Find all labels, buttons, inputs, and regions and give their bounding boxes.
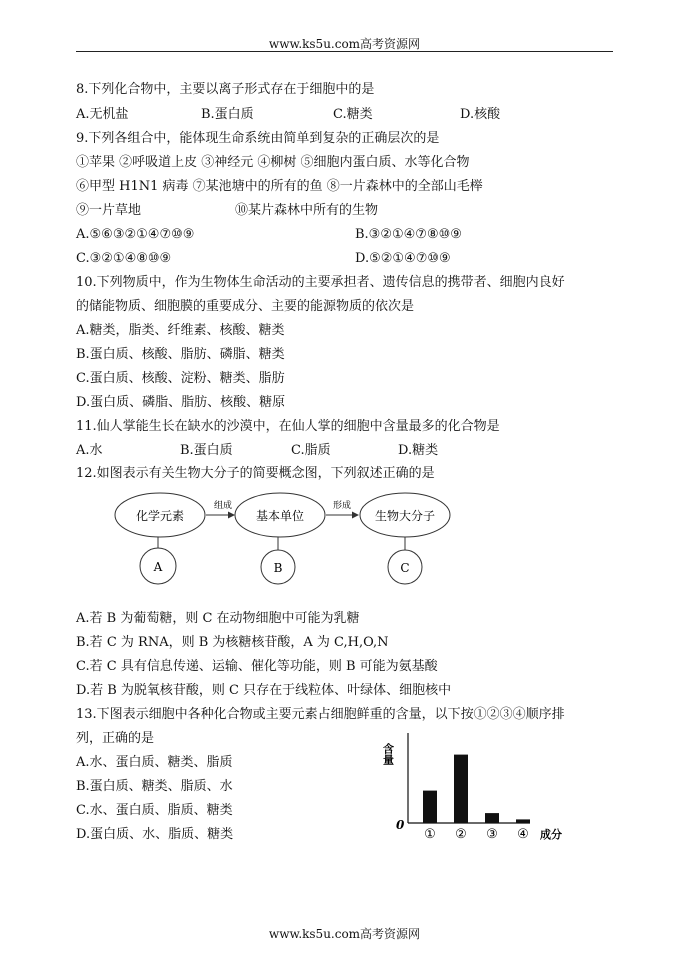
q9-items-line1: ①苹果 ②呼吸道上皮 ③神经元 ④柳树 ⑤细胞内蛋白质、水等化合物 bbox=[76, 155, 470, 170]
q13-option-b: B.蛋白质、糖类、脂质、水 bbox=[76, 779, 233, 794]
q10-option-b: B.蛋白质、核酸、脂肪、磷脂、糖类 bbox=[76, 347, 285, 362]
y-axis-label: 含量 bbox=[381, 743, 395, 765]
node-macromolecule-label: 生物大分子 bbox=[374, 509, 436, 523]
q9-stem: 9.下列各组合中，能体现生命系统由简单到复杂的正确层次的是 bbox=[76, 131, 440, 146]
q10-option-a: A.糖类，脂类、纤维素、核酸、糖类 bbox=[76, 323, 285, 338]
bar-4 bbox=[516, 819, 530, 823]
q13-stem-line1: 13.下图表示细胞中各种化合物或主要元素占细胞鲜重的含量，以下按①②③④顺序排 bbox=[76, 707, 565, 722]
q8-option-d: D.核酸 bbox=[460, 107, 501, 122]
q12-option-d: D.若 B 为脱氧核苷酸，则 C 只存在于线粒体、叶绿体、细胞核中 bbox=[76, 683, 452, 698]
circle-a-label: A bbox=[153, 560, 163, 574]
q12-option-b: B.若 C 为 RNA，则 B 为核糖核苷酸，A 为 C,H,O,N bbox=[76, 635, 389, 650]
q12-option-a: A.若 B 为葡萄糖，则 C 在动物细胞中可能为乳糖 bbox=[76, 611, 360, 626]
q13-option-a: A.水、蛋白质、糖类、脂质 bbox=[76, 755, 233, 770]
bar-3 bbox=[485, 813, 499, 823]
q8-option-a: A.无机盐 bbox=[76, 107, 129, 122]
circle-c-label: C bbox=[400, 561, 410, 575]
q13-option-c: C.水、蛋白质、脂质、糖类 bbox=[76, 803, 233, 818]
q9-option-c: C.③②①④⑧⑩⑨ bbox=[76, 251, 172, 266]
x-tick-label-1: ① bbox=[424, 827, 436, 842]
x-tick-label-4: ④ bbox=[517, 827, 529, 842]
q8-option-b: B.蛋白质 bbox=[201, 107, 254, 122]
q10-stem-line2: 的储能物质、细胞膜的重要成分、主要的能源物质的依次是 bbox=[76, 299, 415, 314]
q11-stem: 11.仙人掌能生长在缺水的沙漠中，在仙人掌的细胞中含量最多的化合物是 bbox=[76, 419, 500, 434]
q11-option-b: B.蛋白质 bbox=[180, 443, 233, 458]
composition-bar-chart bbox=[380, 725, 580, 850]
bar-1 bbox=[423, 791, 437, 823]
node-basic-unit-label: 基本单位 bbox=[255, 509, 305, 523]
arrow-compose-label: 组成 bbox=[213, 501, 233, 511]
x-tick-label-2: ② bbox=[455, 827, 467, 842]
q9-items-line3a: ⑨一片草地 bbox=[76, 203, 142, 218]
q9-option-a: A.⑤⑥③②①④⑦⑩⑨ bbox=[76, 227, 195, 242]
q10-stem-line1: 10.下列物质中，作为生物体生命活动的主要承担者、遗传信息的携带者、细胞内良好 bbox=[76, 275, 565, 290]
x-tick-label-3: ③ bbox=[486, 827, 498, 842]
q10-option-c: C.蛋白质、核酸、淀粉、糖类、脂肪 bbox=[76, 371, 285, 386]
q9-option-b: B.③②①④⑦⑧⑩⑨ bbox=[355, 227, 462, 242]
circle-b-label: B bbox=[273, 561, 283, 575]
bar-2 bbox=[454, 755, 468, 823]
header-divider bbox=[76, 51, 613, 52]
q11-option-c: C.脂质 bbox=[291, 443, 331, 458]
page-footer: www.ks5u.com高考资源网 bbox=[268, 927, 421, 941]
arrow-form-label: 形成 bbox=[332, 501, 352, 511]
q8-stem: 8.下列化合物中，主要以离子形式存在于细胞中的是 bbox=[76, 82, 375, 97]
q9-items-line3b: ⑩某片森林中所有的生物 bbox=[235, 203, 379, 218]
concept-map-diagram bbox=[110, 490, 490, 590]
q9-items-line2: ⑥甲型 H1N1 病毒 ⑦某池塘中的所有的鱼 ⑧一片森林中的全部山毛榉 bbox=[76, 179, 483, 194]
q12-stem: 12.如图表示有关生物大分子的简要概念图，下列叙述正确的是 bbox=[76, 466, 435, 481]
x-axis-label: 成分 bbox=[540, 828, 562, 841]
q8-option-c: C.糖类 bbox=[333, 107, 373, 122]
q13-option-d: D.蛋白质、水、脂质、糖类 bbox=[76, 827, 234, 842]
origin-label: 0 bbox=[396, 818, 405, 832]
q11-option-a: A.水 bbox=[76, 443, 103, 458]
q13-stem-line2: 列，正确的是 bbox=[76, 731, 155, 746]
q12-option-c: C.若 C 具有信息传递、运输、催化等功能，则 B 可能为氨基酸 bbox=[76, 659, 438, 674]
q11-option-d: D.糖类 bbox=[398, 443, 439, 458]
page-header: www.ks5u.com高考资源网 bbox=[268, 37, 421, 51]
q9-option-d: D.⑤②①④⑦⑩⑨ bbox=[355, 251, 451, 266]
node-chemical-elements-label: 化学元素 bbox=[135, 509, 185, 523]
q10-option-d: D.蛋白质、磷脂、脂肪、核酸、糖原 bbox=[76, 395, 286, 410]
